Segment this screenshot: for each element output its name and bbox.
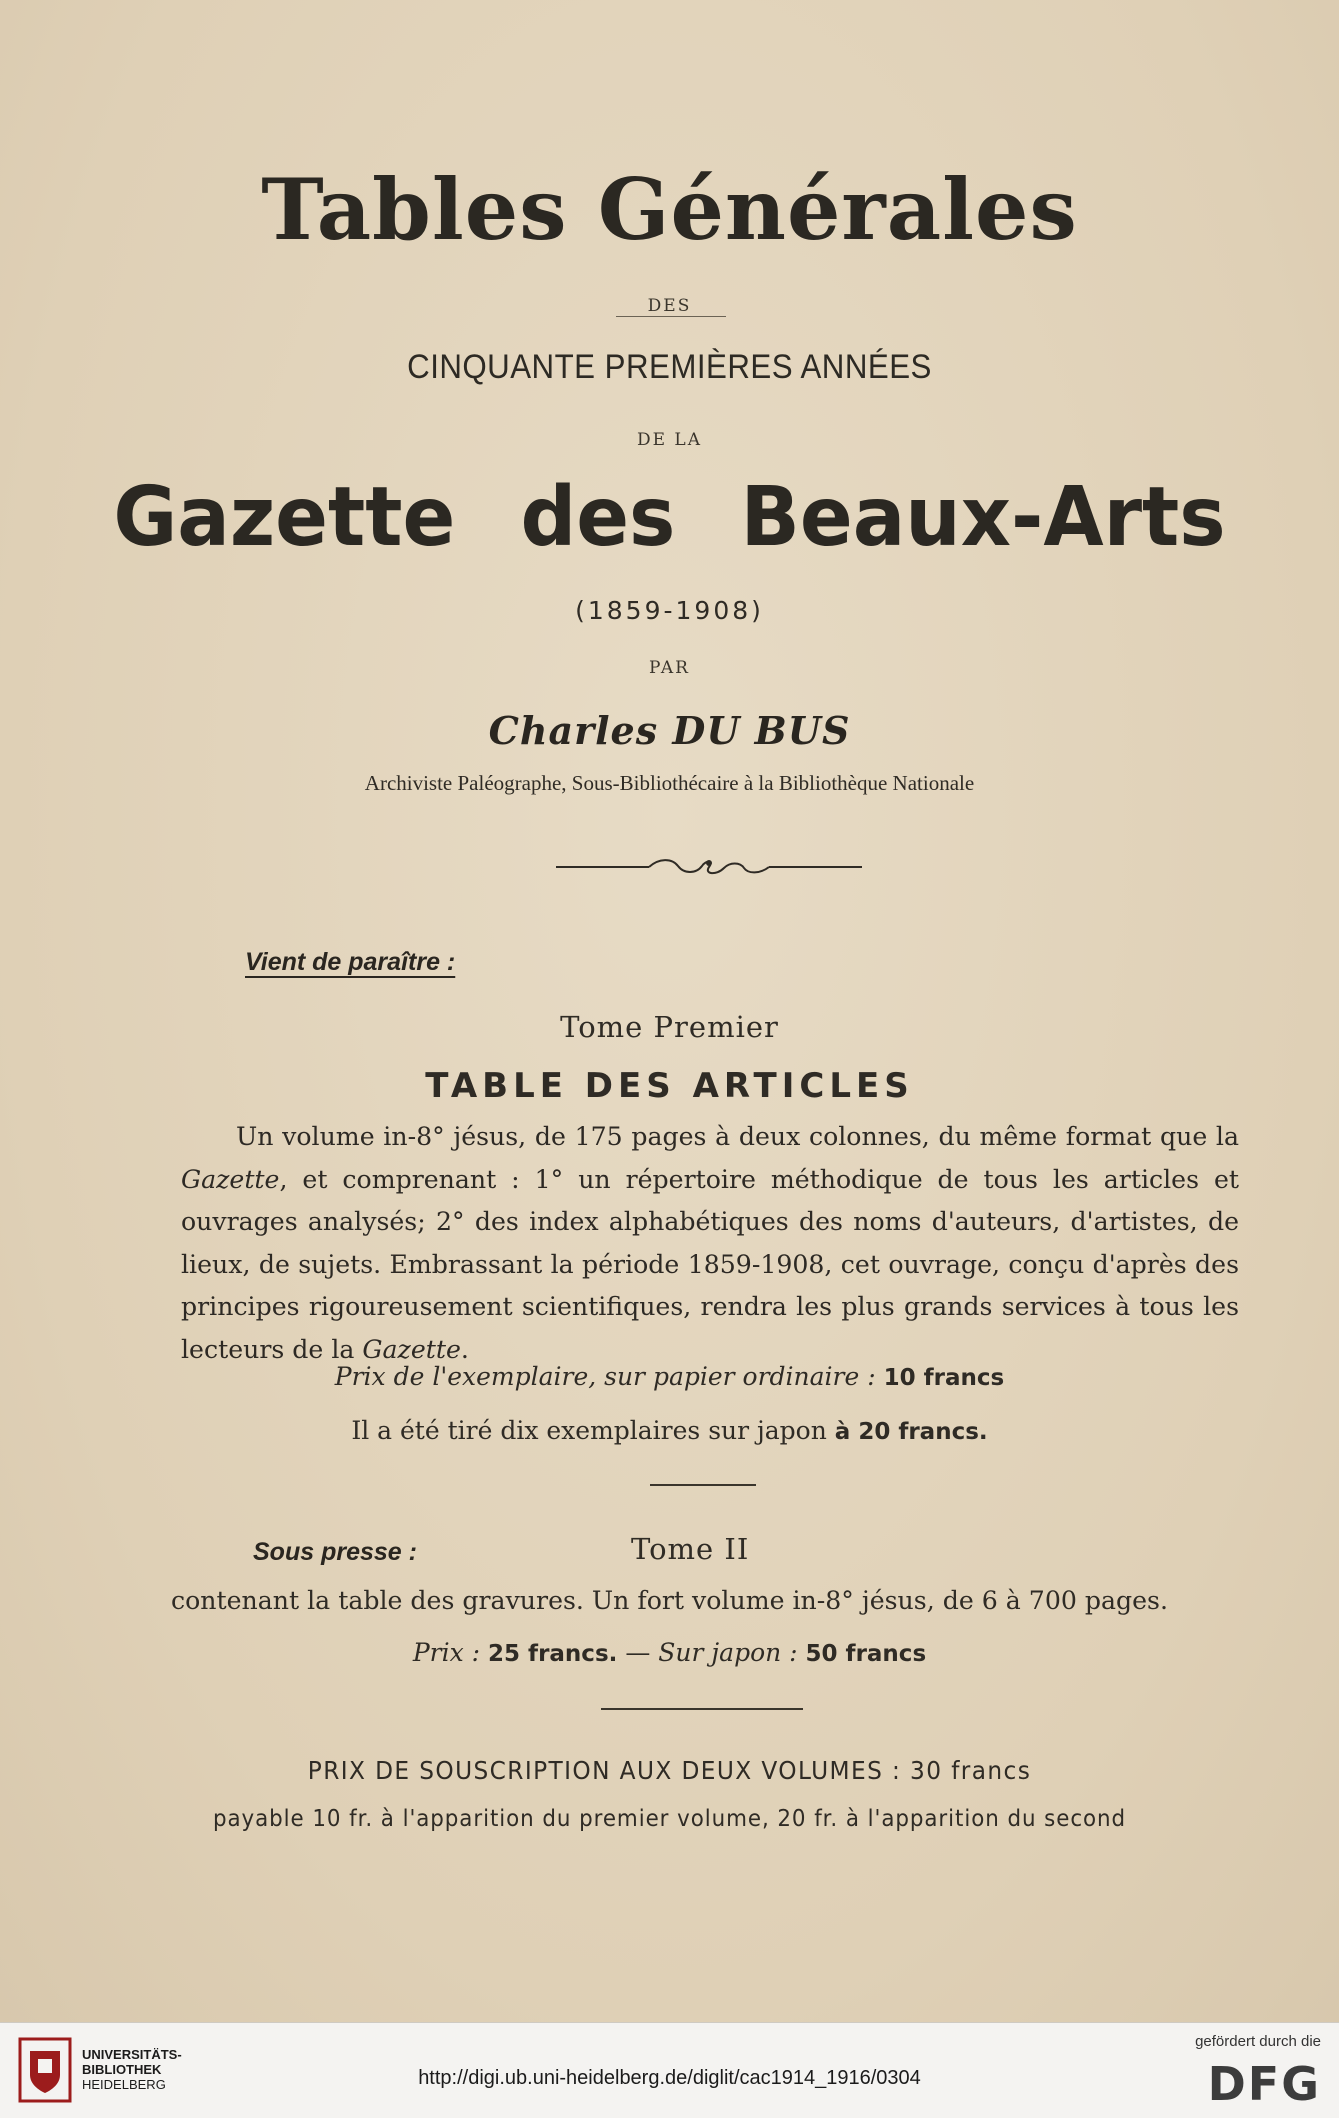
- permalink-url[interactable]: http://digi.ub.uni-heidelberg.de/diglit/cac1914_1916/0304: [418, 2067, 921, 2089]
- author-name: Charles DU BUS: [488, 708, 851, 753]
- long-rule: [601, 1708, 803, 1710]
- uni-line-2: BIBLIOTHEK: [82, 2062, 162, 2077]
- subtitle: CINQUANTE PREMIÈRES ANNÉES: [407, 348, 932, 386]
- prix-label: Prix :: [412, 1638, 489, 1667]
- uni-line-1: UNIVERSITÄTS-: [82, 2047, 182, 2062]
- tome2-description: contenant la table des gravures. Un fort volume in-8° jésus, de 6 à 700 pages.: [171, 1586, 1168, 1615]
- des-rule: [616, 316, 726, 317]
- subscription-headline: PRIX DE SOUSCRIPTION AUX DEUX VOLUMES : 30 francs: [307, 1756, 1032, 1785]
- tome1-description: [181, 1116, 1239, 1371]
- desc-part-3: .: [460, 1334, 469, 1364]
- japon-label: Sur japon :: [658, 1638, 806, 1667]
- prix-value: 25 francs.: [488, 1641, 618, 1667]
- years: (1859-1908): [575, 596, 764, 625]
- ornament-divider: [554, 850, 864, 884]
- japon-value: 50 francs: [805, 1641, 927, 1667]
- price-label: Prix de l'exemplaire, sur papier ordinaire :: [334, 1362, 884, 1391]
- japon-note: [0, 1416, 1339, 1445]
- desc-gazette-2: Gazette: [362, 1334, 461, 1364]
- sous-presse-label: Sous presse :: [253, 1538, 417, 1566]
- journal-title: Gazette des Beaux-Arts: [113, 470, 1226, 565]
- des-label: DES: [647, 296, 692, 316]
- uni-line-3: HEIDELBERG: [82, 2077, 166, 2092]
- tome1-price: [0, 1362, 1339, 1391]
- par-label: PAR: [649, 658, 690, 678]
- desc-part-1: Un volume in-8° jésus, de 175 pages à deux colonnes, du même format que la: [236, 1122, 1239, 1151]
- tome1-title: Tome Premier: [560, 1010, 779, 1044]
- tome1-subtitle: TABLE DES ARTICLES: [425, 1066, 914, 1106]
- japon-text: Il a été tiré dix exemplaires sur japon: [351, 1416, 835, 1445]
- japon-a: à: [834, 1419, 859, 1445]
- tome2-title: Tome II: [631, 1532, 750, 1566]
- de-la-label: DE LA: [636, 430, 702, 450]
- viewer-footer: [0, 2022, 1339, 2118]
- desc-part-2: , et comprenant : 1° un répertoire méthodique de tous les articles et ouvrages analysés; 2° des index alphabétiques des noms d'auteurs, d'artistes, de lieux, de sujets. Embrassant la période 1859-1908, cet ouvrage, conçu d'après des principes rigoureusement scientifiques, rendra les plus grands services à tous les lecteurs de la: [181, 1164, 1239, 1364]
- funded-by-label: gefördert durch die: [1195, 2033, 1321, 2050]
- price-value: 10 francs: [883, 1365, 1005, 1391]
- dfg-logo: DFG: [1207, 2057, 1321, 2111]
- author-title: Archiviste Paléographe, Sous-Bibliothécaire à la Bibliothèque Nationale: [364, 771, 975, 795]
- main-title: Tables Générales: [261, 160, 1078, 259]
- subscription-terms: payable 10 fr. à l'apparition du premier volume, 20 fr. à l'apparition du second: [212, 1806, 1127, 1832]
- desc-gazette-1: Gazette: [181, 1164, 280, 1194]
- short-rule: [650, 1484, 756, 1486]
- tome2-price: [0, 1638, 1339, 1667]
- vient-de-paraitre-label: Vient de paraître :: [245, 948, 456, 976]
- japon-price: 20 francs.: [858, 1419, 988, 1445]
- dash: —: [617, 1638, 659, 1667]
